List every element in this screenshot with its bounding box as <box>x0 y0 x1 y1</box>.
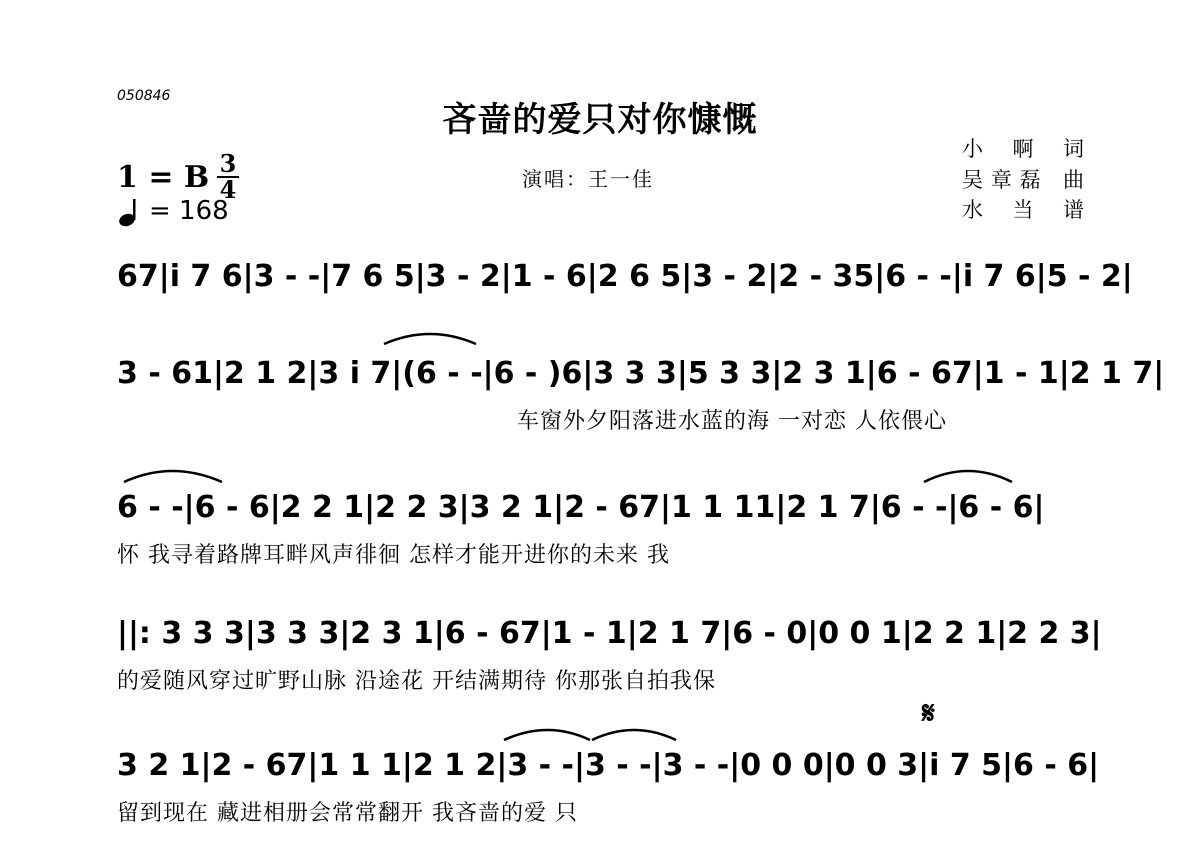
time-signature-numerator: 3 <box>219 149 237 178</box>
lyrics-line-4: 的爱随风穿过旷野山脉 沿途花 开结满期待 你那张自拍我保 <box>117 669 716 694</box>
notation-line-1: 67|i 7 6|3 - -|7 6 5|3 - 2|1 - 6|2 6 5|3 - 2|2 - 35|6 - -|i 7 6|5 - 2| <box>117 259 1133 294</box>
quarter-note-icon <box>117 197 149 227</box>
lyrics-line-2: 车窗外夕阳落进水蓝的海 一对恋 人依偎心 <box>517 409 947 434</box>
notation-line-4: ||: 3 3 3|3 3 3|2 3 1|6 - 67|1 - 1|2 1 7|6 - 0|0 0 1|2 2 1|2 2 3| <box>117 616 1102 651</box>
notation-line-2: 3 - 61|2 1 2|3 i 7|(6 - -|6 - )6|3 3 3|5 3 3|2 3 1|6 - 67|1 - 1|2 1 7| <box>117 356 1165 391</box>
time-signature <box>213 149 243 204</box>
notation-line-3: 6 - -|6 - 6|2 2 1|2 2 3|3 2 1|2 - 67|1 1 11|2 1 7|6 - -|6 - 6| <box>117 490 1045 525</box>
staff-line-5 <box>0 744 1200 826</box>
tempo-value: = 168 <box>149 196 229 226</box>
lyrics-line-3: 怀 我寻着路牌耳畔风声徘徊 怎样才能开进你的未来 我 <box>117 543 670 568</box>
staff-line-4 <box>0 612 1200 694</box>
notation-line-5: 3 2 1|2 - 67|1 1 1|2 1 2|3 - -|3 - -|3 - -|0 0 0|0 0 3|i 7 5|6 - 6| <box>117 748 1100 783</box>
singer-credit: 演唱：王一佳 <box>522 167 654 191</box>
transcriber-credit: 水 当 谱 <box>962 198 1084 222</box>
lyrics-line-5: 留到现在 藏进相册会常常翻开 我吝啬的爱 只 <box>117 801 578 826</box>
time-signature-denominator: 4 <box>217 176 239 202</box>
key-signature: 1 = B <box>117 160 210 195</box>
staff-line-1 <box>0 255 1200 315</box>
composer-credit: 吴章磊 曲 <box>962 168 1084 192</box>
lyricist-credit: 小 啊 词 <box>962 137 1084 161</box>
staff-line-2 <box>0 352 1200 434</box>
segno-icon: 𝄋 <box>922 696 935 731</box>
tempo-marking <box>117 196 229 227</box>
song-title: 吝啬的爱只对你慷慨 <box>442 100 758 140</box>
staff-line-3 <box>0 486 1200 568</box>
score-id: 050846 <box>117 88 171 104</box>
